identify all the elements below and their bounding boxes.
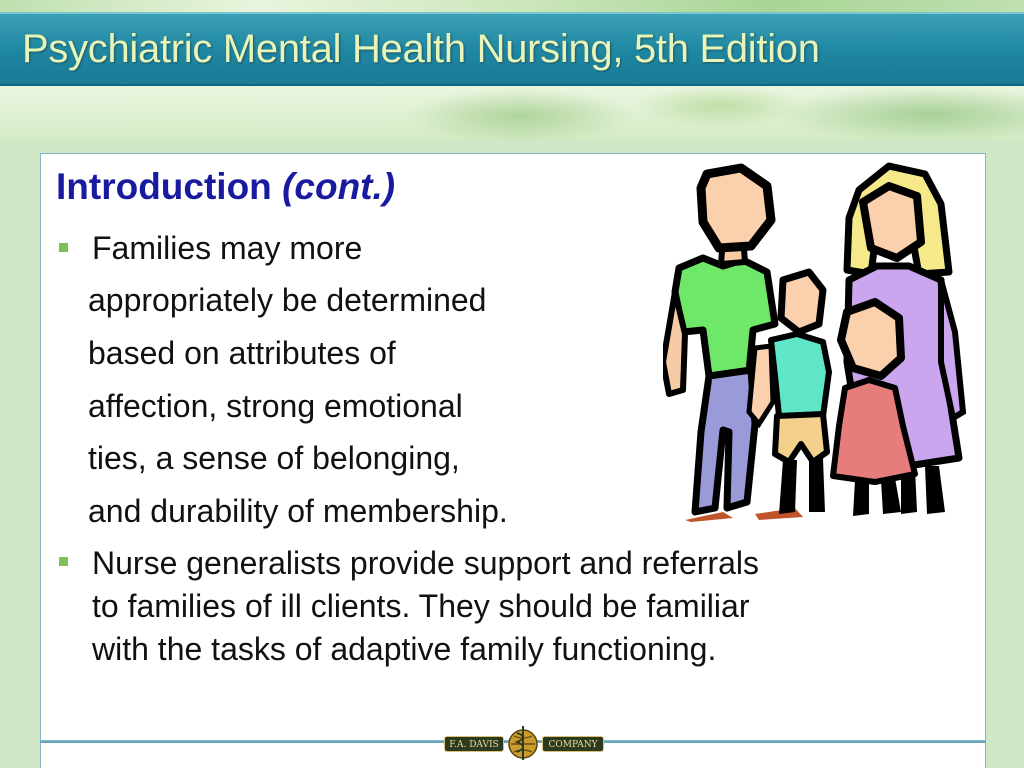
publisher-logo (444, 725, 604, 761)
title-bar (0, 12, 1024, 86)
family-illustration (663, 162, 973, 522)
bullet-2-line: to families of ill clients. They should be familiar (92, 588, 750, 624)
bullet-1-line: affection, strong emotional (88, 388, 463, 424)
bullet-1-line: ties, a sense of belonging, (88, 440, 460, 476)
caduceus-globe-icon (506, 725, 540, 761)
bullet-1-line: Families may more (92, 230, 363, 266)
leaf-decoration (0, 86, 1024, 140)
heading-main: Introduction (56, 166, 272, 207)
father-figure (663, 168, 775, 512)
bullet-square-icon (59, 557, 68, 566)
bullet-2-line: Nurse generalists provide support and referrals (92, 545, 759, 581)
logo-right-label: COMPANY (542, 736, 604, 752)
section-heading (56, 166, 395, 208)
bullet-2-line: with the tasks of adaptive family functioning. (92, 631, 717, 667)
content-panel (40, 153, 986, 741)
heading-suffix: (cont.) (282, 166, 396, 207)
logo-left-label: F.A. DAVIS (444, 736, 504, 752)
slide-title: Psychiatric Mental Health Nursing, 5th Edition (22, 27, 820, 71)
bullet-square-icon (59, 243, 68, 252)
bullet-1-line: and durability of membership. (88, 493, 508, 529)
bullet-1-line: appropriately be determined (88, 282, 487, 318)
bullet-1-line: based on attributes of (88, 335, 396, 371)
